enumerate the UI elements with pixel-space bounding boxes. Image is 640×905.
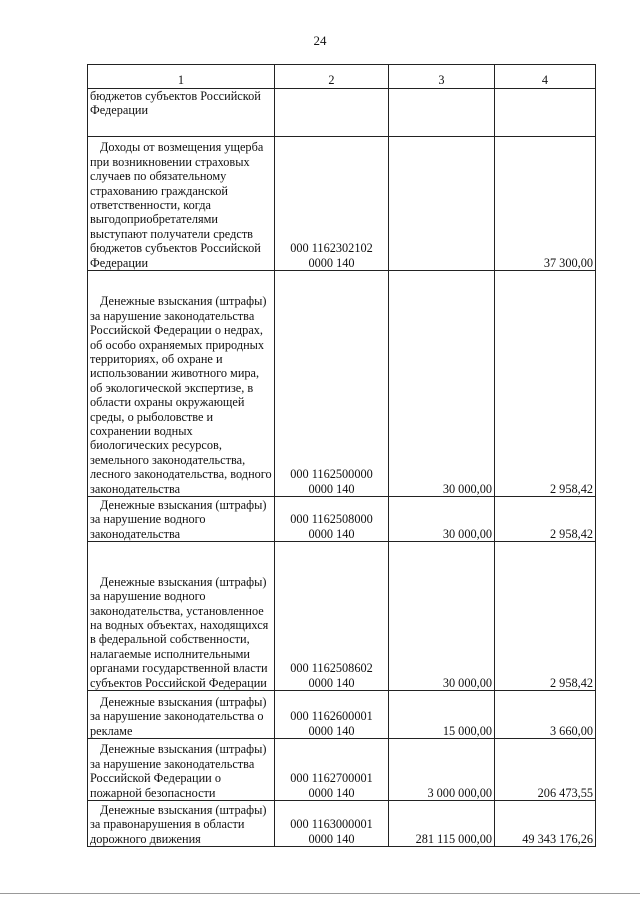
row-value-4: 206 473,55 — [495, 739, 596, 801]
row-code — [275, 137, 389, 271]
table-header-row — [88, 65, 596, 89]
row-value-4: 2 958,42 — [495, 271, 596, 497]
row-value-4: 49 343 176,26 — [495, 801, 596, 847]
code-line-2: 0000 140 — [308, 723, 355, 738]
row-value-4: 37 300,00 — [495, 137, 596, 271]
code-line-2: 0000 140 — [308, 481, 355, 496]
row-value-3 — [389, 137, 495, 271]
table-row — [88, 542, 596, 691]
header-col-2: 2 — [275, 65, 389, 89]
row-name: Доходы от возмещения ущерба при возникновении страховых случаев по обязательному страхованию гражданской ответственности, когда выгодоприобретателями выступают получатели средств бюджетов субъектов Российской Федерации — [88, 137, 275, 271]
row-name: Денежные взыскания (штрафы) за нарушение законодательства о рекламе — [88, 691, 275, 739]
table-row — [88, 801, 596, 847]
header-col-4: 4 — [495, 65, 596, 89]
code-line-1: 000 1162508000 — [290, 512, 373, 527]
row-value-4 — [495, 89, 596, 137]
row-value-3: 30 000,00 — [389, 542, 495, 691]
code-line-2: 0000 140 — [308, 785, 355, 800]
row-name: бюджетов субъектов Российской Федерации — [88, 89, 275, 137]
code-line-1: 000 1162508602 — [290, 661, 373, 676]
row-code — [275, 271, 389, 497]
row-code — [275, 497, 389, 542]
row-code — [275, 691, 389, 739]
table-row — [88, 137, 596, 271]
code-line-2: 0000 140 — [308, 675, 355, 690]
page-number: 24 — [313, 33, 327, 48]
code-line-1: 000 1162700001 — [290, 771, 373, 786]
row-name: Денежные взыскания (штрафы) за нарушение законодательства Российской Федерации о недрах, об особо охраняемых природных территориях, об охране и использовании животного мира, об экологической экспертизе, в области охраны окружающей среды, о рыболовстве и сохранении водных биологических ресурсов, земельного законодательства, лесного законодательства, водного законодательства — [88, 271, 275, 497]
row-code — [275, 542, 389, 691]
row-value-3: 30 000,00 — [389, 271, 495, 497]
header-col-1: 1 — [88, 65, 275, 89]
row-value-4: 2 958,42 — [495, 542, 596, 691]
code-line-1: 000 1162600001 — [290, 709, 373, 724]
row-name: Денежные взыскания (штрафы) за нарушение водного законодательства — [88, 497, 275, 542]
code-line-2: 0000 140 — [308, 255, 355, 270]
row-value-3: 281 115 000,00 — [389, 801, 495, 847]
header-col-3: 3 — [389, 65, 495, 89]
row-value-3: 3 000 000,00 — [389, 739, 495, 801]
row-code — [275, 739, 389, 801]
page-bottom-rule — [0, 893, 640, 894]
code-line-1: 000 1162500000 — [290, 467, 373, 482]
code-line-1: 000 1163000001 — [290, 817, 373, 832]
table-row — [88, 497, 596, 542]
row-name: Денежные взыскания (штрафы) за правонарушения в области дорожного движения — [88, 801, 275, 847]
row-value-3: 30 000,00 — [389, 497, 495, 542]
table-row — [88, 89, 596, 137]
row-code — [275, 801, 389, 847]
row-name: Денежные взыскания (штрафы) за нарушение законодательства Российской Федерации о пожарной безопасности — [88, 739, 275, 801]
table-row — [88, 691, 596, 739]
row-name: Денежные взыскания (штрафы) за нарушение водного законодательства, установленное на водных объектах, находящихся в федеральной собственности, налагаемые исполнительными органами государственной власти субъектов Российской Федерации — [88, 542, 275, 691]
row-value-3: 15 000,00 — [389, 691, 495, 739]
code-line-2: 0000 140 — [308, 526, 355, 541]
row-value-4: 3 660,00 — [495, 691, 596, 739]
code-line-2: 0000 140 — [308, 831, 355, 846]
row-code — [275, 89, 389, 137]
row-value-4: 2 958,42 — [495, 497, 596, 542]
table-row — [88, 739, 596, 801]
code-line-1: 000 1162302102 — [290, 241, 373, 256]
row-value-3 — [389, 89, 495, 137]
budget-table — [87, 64, 596, 847]
table-row — [88, 271, 596, 497]
